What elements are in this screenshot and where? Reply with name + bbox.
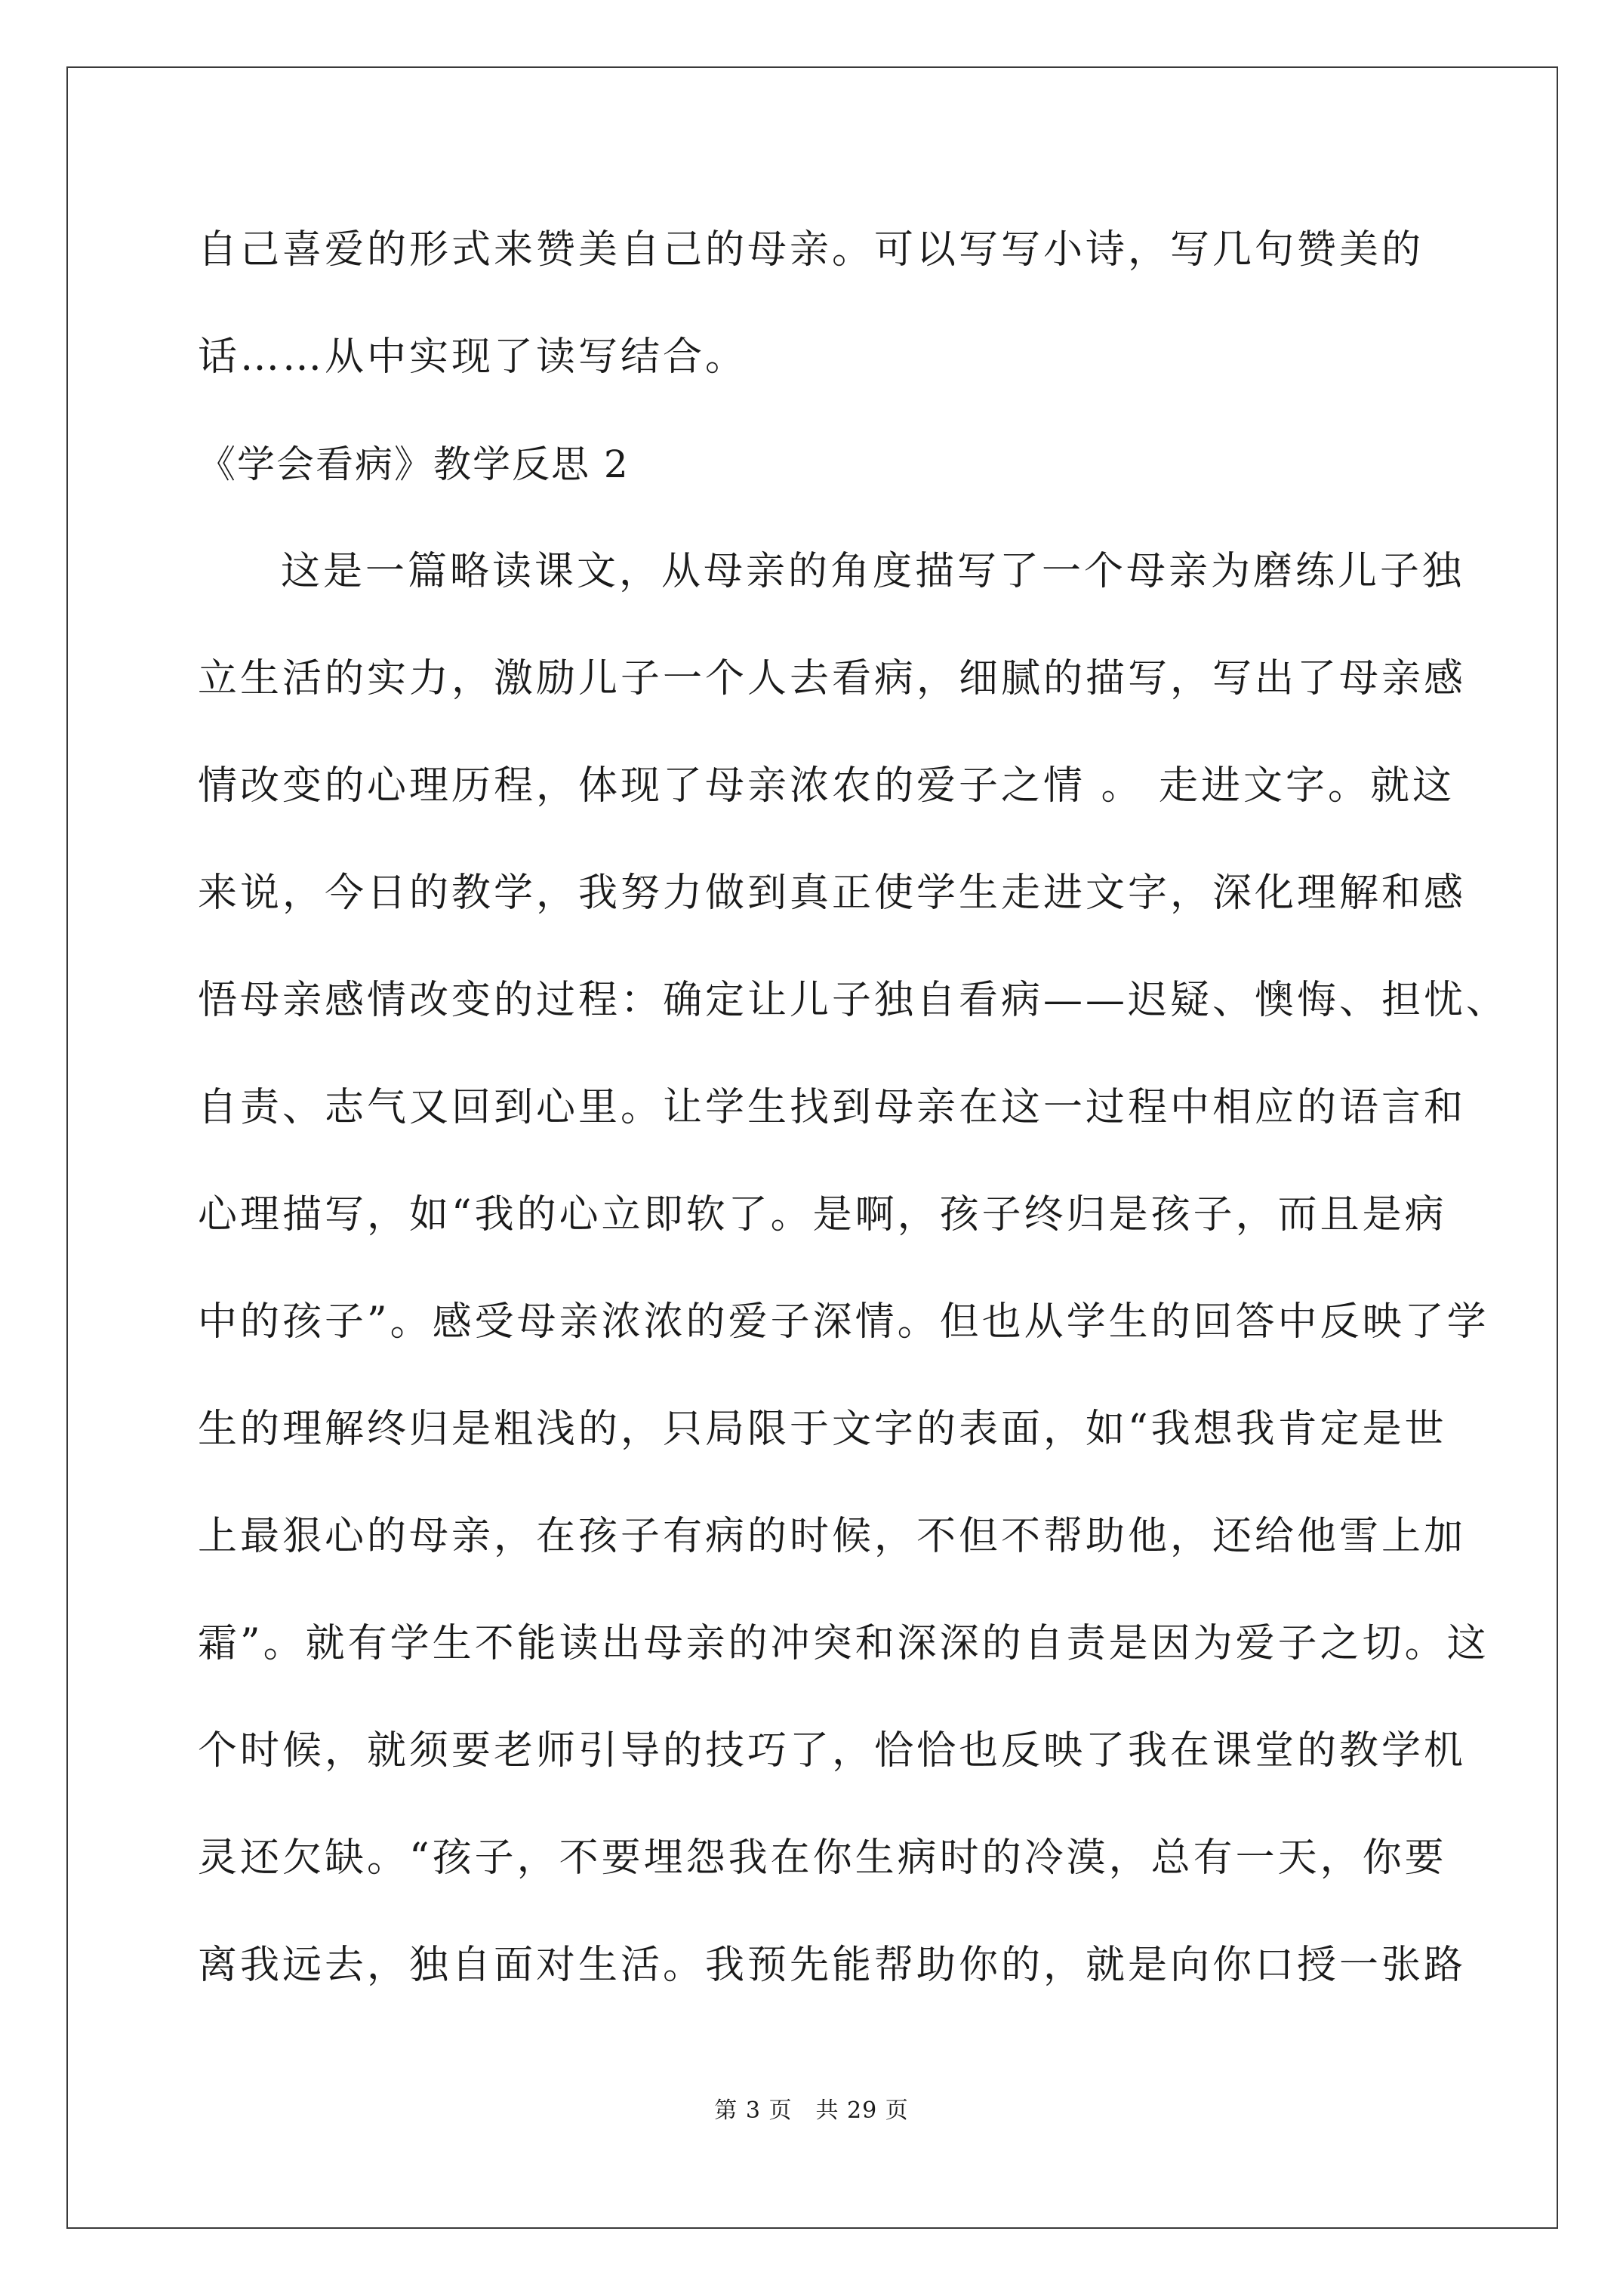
page-number-footer: 第 3 页 共 29 页: [714, 2097, 909, 2124]
text-line: 悟母亲感情改变的过程：确定让儿子独自看病——迟疑、懊悔、担忧、: [198, 978, 1509, 1023]
text-line: 上最狠心的母亲，在孩子有病的时候，不但不帮助他，还给他雪上加: [198, 1514, 1467, 1559]
text-line: 情改变的心理历程，体现了母亲浓农的爱子之情 。 走进文字。就这: [198, 763, 1455, 809]
text-line: 灵还欠缺。“孩子，不要埋怨我在你生病时的冷漠，总有一天，你要: [198, 1835, 1447, 1881]
text-line: 中的孩子”。感受母亲浓浓的爱子深情。但也从学生的回答中反映了学: [198, 1299, 1489, 1345]
text-line: 心理描写，如“我的心立即软了。是啊，孩子终归是孩子，而且是病: [198, 1192, 1447, 1237]
text-line: 生的理解终归是粗浅的，只局限于文字的表面，如“我想我肯定是世: [198, 1407, 1447, 1452]
text-line: 个时候，就须要老师引导的技巧了，恰恰也反映了我在课堂的教学机: [198, 1728, 1467, 1774]
text-line: 立生活的实力，激励儿子一个人去看病，细腻的描写，写出了母亲感: [198, 656, 1467, 701]
document-body: [198, 215, 1509, 2038]
text-line: 离我远去，独自面对生活。我预先能帮助你的，就是向你口授一张路: [198, 1943, 1467, 1988]
text-line: 霜”。就有学生不能读出母亲的冲突和深深的自责是因为爱子之切。这: [198, 1621, 1489, 1666]
paragraph-first-line: 这是一篇略读课文，从母亲的角度描写了一个母亲为磨练儿子独: [281, 549, 1465, 594]
text-line: 自责、志气又回到心里。让学生找到母亲在这一过程中相应的语言和: [198, 1085, 1467, 1130]
text-line: 来说，今日的教学，我努力做到真正使学生走进文字，深化理解和感: [198, 871, 1467, 916]
text-line: 话……从中实现了读写结合。: [198, 334, 748, 380]
section-heading: 《学会看病》教学反思 2: [198, 442, 630, 486]
text-line: 自己喜爱的形式来赞美自己的母亲。可以写写小诗，写几句赞美的: [198, 227, 1424, 273]
